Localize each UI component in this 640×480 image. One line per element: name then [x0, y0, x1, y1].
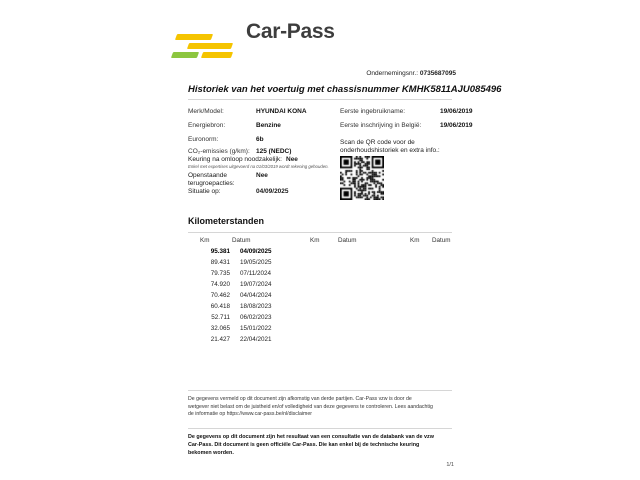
mileage-km-value: 89.431: [210, 259, 230, 266]
detail-first-registration: [340, 122, 473, 129]
car-pass-logo: [168, 16, 468, 60]
divider: [188, 428, 452, 429]
detail-recalls-label-line1: Openstaande: [188, 172, 228, 179]
mileage-date-value: 04/09/2025: [240, 248, 272, 255]
mileage-date-value: 18/08/2023: [240, 303, 272, 310]
detail-inspection-label: Keuring na omloop noodzakelijk:: [188, 156, 282, 163]
mileage-date-value: 19/07/2024: [240, 281, 272, 288]
detail-euronorm: [188, 136, 264, 143]
mileage-col-km-3: Km: [410, 237, 420, 244]
mileage-km-value: 52.711: [211, 314, 230, 321]
mileage-date-value: 06/02/2023: [240, 314, 272, 321]
qr-code-icon[interactable]: [340, 156, 384, 200]
mileage-km-value: 74.920: [210, 281, 230, 288]
detail-recalls-value: Nee: [256, 172, 268, 179]
detail-energy-value: Benzine: [256, 122, 281, 129]
detail-brand-model: [188, 108, 307, 115]
detail-brand-model-label: Merk/Model:: [188, 108, 224, 115]
mileage-date-value: 19/05/2025: [240, 259, 272, 266]
detail-co2-label: CO₂-emissies (g/km):: [188, 148, 250, 155]
company-number: [366, 70, 456, 77]
detail-co2: [188, 148, 291, 155]
mileage-section-title: Kilometerstanden: [188, 216, 265, 226]
detail-first-registration-label: Eerste inschrijving in België:: [340, 122, 422, 129]
detail-brand-model-value: HYUNDAI KONA: [256, 108, 307, 115]
qr-scan-text-line2: onderhoudshistoriek en extra info.:: [340, 147, 440, 155]
detail-recalls-label-line2: terugroepacties:: [188, 180, 235, 188]
mileage-km-value: 70.462: [210, 292, 230, 299]
detail-euronorm-value: 6b: [256, 136, 264, 143]
mileage-date-value: 22/04/2021: [240, 336, 272, 343]
company-number-label: Ondernemingsnr.:: [366, 70, 419, 77]
page-number: 1/1: [446, 462, 454, 468]
detail-inspection-value: Nee: [286, 156, 298, 163]
detail-co2-value: 125 (NEDC): [256, 148, 292, 155]
qr-scan-text-line1: Scan de QR code voor de: [340, 139, 415, 146]
detail-first-use: [340, 108, 473, 115]
detail-situation-date: [188, 188, 289, 195]
divider: [188, 99, 452, 100]
divider: [188, 390, 452, 391]
company-number-value: 0735687095: [419, 70, 456, 77]
qr-scan-text: [340, 139, 440, 155]
mileage-col-date-2: Datum: [338, 237, 357, 244]
detail-euronorm-label: Euronorm:: [188, 136, 219, 143]
inspection-note: Enkel met expertises uitgevoerd na 01/03/2019 wordt rekening gehouden.: [188, 164, 329, 169]
mileage-km-value: 21.427: [210, 336, 230, 343]
detail-first-registration-value: 19/06/2019: [440, 122, 473, 129]
mileage-col-date-3: Datum: [432, 237, 451, 244]
detail-energy-label: Energiebron:: [188, 122, 226, 129]
footer-disclaimer: De gegevens vermeld op dit document zijn afkomstig van derde partijen. Car-Pass vzw is door de wetgever niet belast om de juistheid en/of volledigheid van deze gegevens te controleren. Lees aandachtig de informatie op https://www.car-pass.be/nl/disclaimer: [188, 396, 433, 418]
detail-situation-date-label: Situatie op:: [188, 188, 221, 195]
detail-situation-date-value: 04/09/2025: [256, 188, 289, 195]
mileage-km-value: 60.418: [210, 303, 230, 310]
detail-recalls: [188, 172, 268, 188]
detail-energy: [188, 122, 281, 129]
mileage-date-value: 04/04/2024: [240, 292, 272, 299]
mileage-col-date-1: Datum: [232, 237, 251, 244]
mileage-date-value: 15/01/2022: [240, 325, 272, 332]
detail-first-use-value: 19/06/2019: [440, 108, 473, 115]
mileage-date-value: 07/11/2024: [240, 270, 272, 277]
logo-stripe-icon: [175, 34, 213, 40]
mileage-col-km-2: Km: [310, 237, 320, 244]
logo-stripe-icon: [187, 43, 233, 49]
mileage-col-km-1: Km: [200, 237, 210, 244]
detail-first-use-label: Eerste ingebruikname:: [340, 108, 406, 115]
logo-stripe-icon: [171, 52, 199, 58]
footer-notice: De gegevens op dit document zijn het resultaat van een consultatie van de databank van de vzw Car-Pass. Dit document is geen officiële Car-Pass. Die kan enkel bij de technische keuring bekomen worden.: [188, 434, 434, 456]
logo-stripe-icon: [201, 52, 233, 58]
mileage-km-value: 95.381: [210, 248, 230, 255]
mileage-km-value: 79.735: [210, 270, 230, 277]
mileage-km-value: 32.065: [210, 325, 230, 332]
page-title: Historiek van het voertuig met chassisnummer KMHK5811AJU085496: [188, 84, 502, 95]
divider: [188, 232, 452, 233]
logo-text: Car-Pass: [246, 20, 335, 43]
detail-inspection: [188, 156, 298, 163]
